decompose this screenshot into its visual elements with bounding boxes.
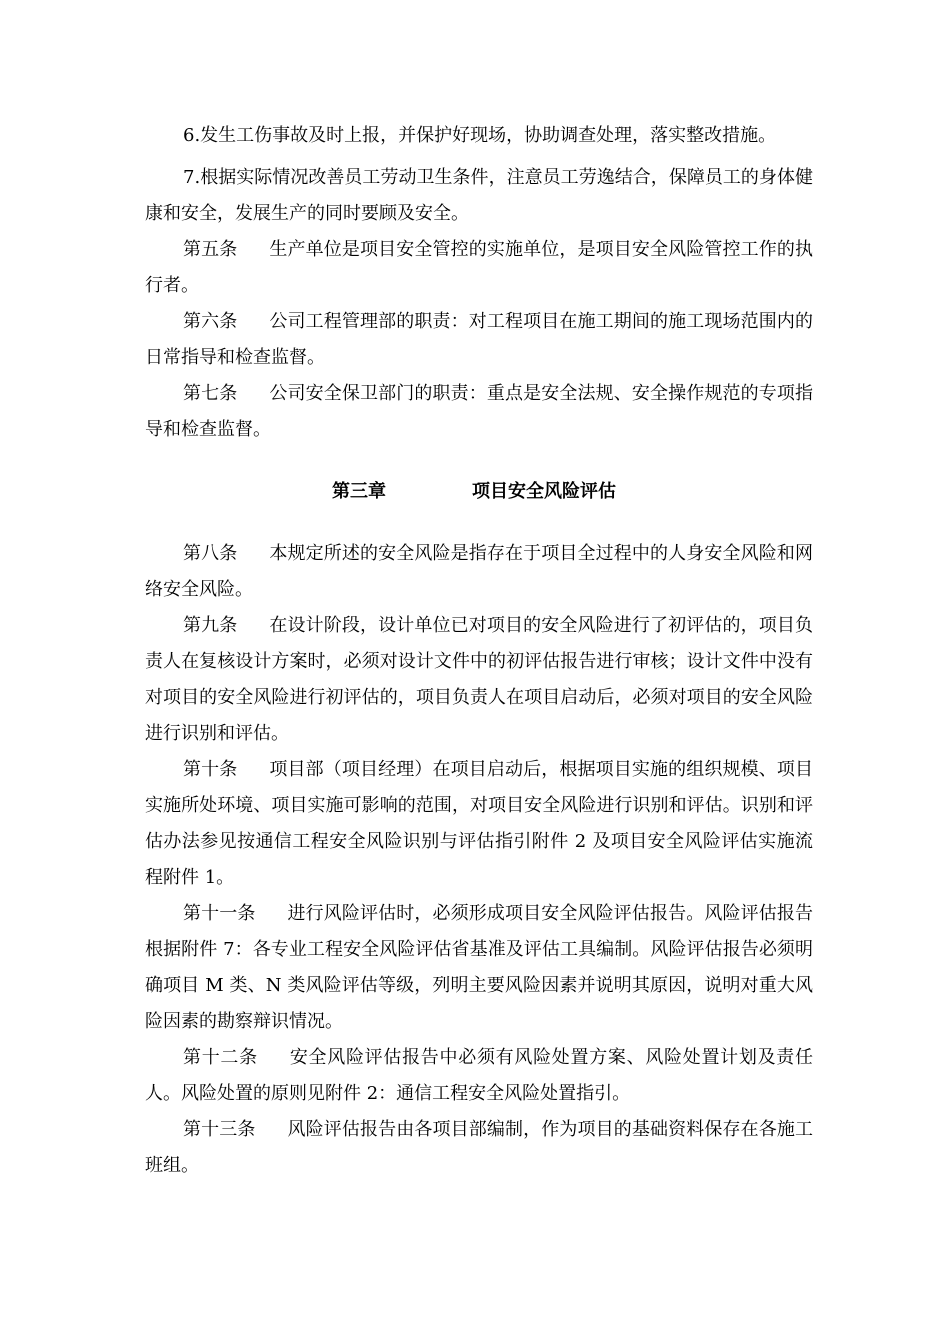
article-text: 在设计阶段，设计单位已对项目的安全风险进行了初评估的，项目负责人在复核设计方案时，必须对设计文件中的初评估报告进行审核；设计文件中没有对项目的安全风险进行初评估的，项目负责人在项目启动后，必须对项目的安全风险进行识别和评估。 — [145, 615, 813, 744]
list-item-7: 7.根据实际情况改善员工劳动卫生条件，注意员工劳逸结合，保障员工的身体健康和安全，发展生产的同时要顾及安全。 — [145, 167, 813, 224]
article-text: 安全风险评估报告中必须有风险处置方案、风险处置计划及责任人。风险处置的原则见附件 2：通信工程安全风险处置指引。 — [145, 1047, 814, 1104]
article-text: 进行风险评估时，必须形成项目安全风险评估报告。风险评估报告根据附件 7：各专业工程安全风险评估省基准及评估工具编制。风险评估报告必须明确项目 M 类、N 类风险评估等级，列明主要风险因素并说明其原因，说明对重大风险因素的勘察辩识情况。 — [145, 903, 813, 1032]
chapter-title: 项目安全风险评估 — [472, 481, 616, 502]
list-item-6: 6.发生工伤事故及时上报，并保护好现场，协助调查处理，落实整改措施。 — [183, 125, 777, 146]
article-number: 第八条 — [183, 543, 238, 564]
article-number: 第七条 — [183, 383, 238, 404]
article-number: 第九条 — [183, 615, 238, 636]
article-text: 公司工程管理部的职责：对工程项目在施工期间的施工现场范围内的日常指导和检查监督。 — [145, 311, 813, 368]
article-11 — [145, 896, 813, 1040]
article-text: 本规定所述的安全风险是指存在于项目全过程中的人身安全风险和网络安全风险。 — [145, 543, 813, 600]
article-text: 公司安全保卫部门的职责：重点是安全法规、安全操作规范的专项指导和检查监督。 — [145, 383, 813, 440]
article-text: 项目部（项目经理）在项目启动后，根据项目实施的组织规模、项目实施所处环境、项目实施可影响的范围，对项目安全风险进行识别和评估。识别和评估办法参见按通信工程安全风险识别与评估指引附件 2 及项目安全风险评估实施流程附件 1。 — [145, 759, 813, 888]
article-number: 第十条 — [183, 759, 238, 780]
article-number: 第五条 — [183, 239, 238, 260]
chapter-heading — [145, 474, 813, 510]
article-number: 第六条 — [183, 311, 238, 332]
article-13 — [145, 1112, 813, 1184]
article-number: 第十三条 — [183, 1119, 256, 1140]
document-body — [145, 118, 813, 1184]
chapter-number: 第三章 — [332, 481, 386, 502]
article-6 — [145, 304, 813, 376]
article-7 — [145, 376, 813, 448]
article-number: 第十二条 — [183, 1047, 258, 1068]
article-8 — [145, 536, 813, 608]
article-5 — [145, 232, 813, 304]
article-text: 生产单位是项目安全管控的实施单位，是项目安全风险管控工作的执行者。 — [145, 239, 813, 296]
article-9 — [145, 608, 813, 752]
article-12 — [145, 1040, 813, 1112]
article-10 — [145, 752, 813, 896]
article-number: 第十一条 — [183, 903, 256, 924]
article-text: 风险评估报告由各项目部编制，作为项目的基础资料保存在各施工班组。 — [145, 1119, 813, 1176]
